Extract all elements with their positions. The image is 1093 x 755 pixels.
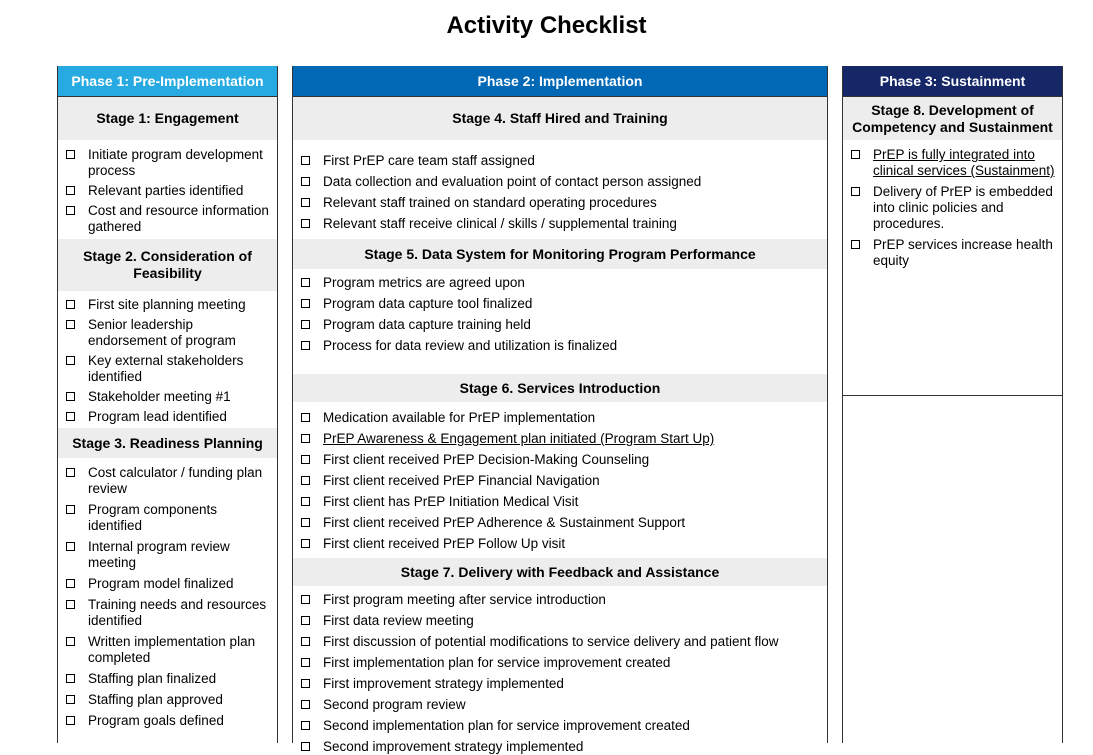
checkbox-icon[interactable] [301, 299, 310, 308]
checkbox-icon[interactable] [66, 206, 75, 215]
stage2-list [58, 291, 277, 428]
checkbox-icon[interactable] [301, 679, 310, 688]
checklist-item [301, 613, 819, 629]
checkbox-icon[interactable] [301, 595, 310, 604]
checkbox-icon[interactable] [66, 468, 75, 477]
item-label: Key external stakeholders identified [88, 353, 244, 384]
stage6-header: Stage 6. Services Introduction [293, 374, 827, 402]
checkbox-icon[interactable] [301, 278, 310, 287]
stage7-list [293, 586, 827, 755]
checkbox-icon[interactable] [66, 392, 75, 401]
checkbox-icon[interactable] [66, 320, 75, 329]
checklist-item [301, 195, 819, 211]
checklist-item [301, 338, 819, 354]
item-label: Process for data review and utilization is finalized [323, 338, 618, 353]
checkbox-icon[interactable] [851, 150, 860, 159]
stage4-header: Stage 4. Staff Hired and Training [293, 97, 827, 140]
item-label: First client received PrEP Adherence & Sustainment Support [323, 515, 686, 530]
item-label: Senior leadership endorsement of program [88, 317, 236, 348]
checkbox-icon[interactable] [301, 721, 310, 730]
page-title: Activity Checklist [446, 12, 647, 39]
checklist-item [66, 147, 271, 179]
checklist-item [301, 473, 819, 489]
checklist-item [301, 317, 819, 333]
item-label: Program metrics are agreed upon [323, 275, 525, 290]
checklist-item [66, 539, 271, 571]
checklist-item [301, 494, 819, 510]
checklist-item [66, 353, 271, 385]
stage3-list [58, 458, 277, 729]
checkbox-icon[interactable] [301, 539, 310, 548]
item-label: PrEP services increase health equity [873, 237, 1053, 268]
checkbox-icon[interactable] [66, 600, 75, 609]
item-label: Cost and resource information gathered [88, 203, 269, 234]
checklist-item [301, 452, 819, 468]
stage2-header: Stage 2. Consideration of Feasibility [58, 239, 277, 291]
checklist-item [301, 410, 819, 426]
checklist-item [301, 174, 819, 190]
checkbox-icon[interactable] [301, 434, 310, 443]
checkbox-icon[interactable] [851, 240, 860, 249]
item-label: Relevant staff trained on standard operating procedures [323, 195, 657, 210]
phase2-header: Phase 2: Implementation [293, 66, 827, 97]
checkbox-icon[interactable] [301, 198, 310, 207]
checkbox-icon[interactable] [66, 637, 75, 646]
item-label: Program model finalized [88, 576, 234, 591]
item-label: Program components identified [88, 502, 218, 533]
checkbox-icon[interactable] [66, 186, 75, 195]
checkbox-icon[interactable] [66, 695, 75, 704]
item-label: Program lead identified [88, 409, 227, 424]
checklist-item [66, 671, 271, 687]
item-label: PrEP is fully integrated into clinical services (Sustainment) [873, 147, 1055, 178]
phase2-column [292, 66, 828, 754]
checkbox-icon[interactable] [301, 156, 310, 165]
item-label: Delivery of PrEP is embedded into clinic policies and procedures. [873, 184, 1053, 231]
checklist-item [66, 183, 271, 199]
item-label: Staffing plan approved [88, 692, 223, 707]
checkbox-icon[interactable] [301, 219, 310, 228]
checklist-item [301, 718, 819, 734]
checklist-item [301, 536, 819, 552]
stage8-header: Stage 8. Development of Competency and Sustainment [843, 97, 1062, 140]
item-label: Initiate program development process [88, 147, 263, 178]
item-label: First PrEP care team staff assigned [323, 153, 535, 168]
item-label: Second implementation plan for service improvement created [323, 718, 690, 733]
checkbox-icon[interactable] [66, 150, 75, 159]
checkbox-icon[interactable] [301, 637, 310, 646]
checklist-item [851, 147, 1056, 179]
stage1-list [58, 140, 277, 239]
item-label: Program goals defined [88, 713, 224, 728]
stage1-header: Stage 1: Engagement [58, 97, 277, 140]
checklist-item [301, 676, 819, 692]
stage3-header: Stage 3. Readiness Planning [58, 428, 277, 458]
item-label: First site planning meeting [88, 297, 246, 312]
stage5-header: Stage 5. Data System for Monitoring Program Performance [293, 239, 827, 269]
phase3-column [842, 66, 1063, 743]
phase3-header: Phase 3: Sustainment [843, 66, 1062, 97]
stage6-list [293, 402, 827, 558]
phase1-column [57, 66, 278, 743]
item-label: First discussion of potential modifications to service delivery and patient flow [323, 634, 779, 649]
phase1-header: Phase 1: Pre-Implementation [58, 66, 277, 97]
checklist-item [66, 502, 271, 534]
checklist-item [66, 297, 271, 313]
item-label: Second program review [323, 697, 466, 712]
checklist-item [851, 237, 1056, 269]
item-label: First client received PrEP Decision-Making Counseling [323, 452, 650, 467]
stage5-list [293, 269, 827, 374]
checkbox-icon[interactable] [66, 300, 75, 309]
item-label: First data review meeting [323, 613, 474, 628]
item-label: First program meeting after service introduction [323, 592, 606, 607]
checklist-item [301, 592, 819, 608]
checkbox-icon[interactable] [66, 716, 75, 725]
checklist-item [301, 697, 819, 713]
checklist-item [301, 634, 819, 650]
checklist-item [66, 692, 271, 708]
checklist-item [301, 655, 819, 671]
stage7-header: Stage 7. Delivery with Feedback and Assistance [293, 558, 827, 586]
item-label: Program data capture tool finalized [323, 296, 533, 311]
checklist-item [301, 515, 819, 531]
checklist-item [301, 739, 819, 755]
checklist-item [301, 153, 819, 169]
item-label: Cost calculator / funding plan review [88, 465, 263, 496]
item-label: Second improvement strategy implemented [323, 739, 584, 754]
checkbox-icon[interactable] [301, 742, 310, 751]
checklist-item [301, 296, 819, 312]
checklist-item [66, 465, 271, 497]
item-label: PrEP Awareness & Engagement plan initiated (Program Start Up) [323, 431, 715, 446]
checkbox-icon[interactable] [301, 658, 310, 667]
checklist-item [66, 409, 271, 425]
item-label: Relevant staff receive clinical / skills / supplemental training [323, 216, 677, 231]
item-label: Program data capture training held [323, 317, 531, 332]
item-label: Relevant parties identified [88, 183, 244, 198]
checklist-item [66, 713, 271, 729]
checklist-item [66, 389, 271, 405]
item-label: Training needs and resources identified [88, 597, 267, 628]
checklist-item [301, 216, 819, 232]
item-label: First implementation plan for service improvement created [323, 655, 671, 670]
item-label: First client received PrEP Follow Up visit [323, 536, 566, 551]
checklist-item [66, 317, 271, 349]
item-label: Internal program review meeting [88, 539, 230, 570]
item-label: First client has PrEP Initiation Medical Visit [323, 494, 579, 509]
checklist-item [66, 203, 271, 235]
item-label: Data collection and evaluation point of contact person assigned [323, 174, 702, 189]
checkbox-icon[interactable] [66, 542, 75, 551]
checkbox-icon[interactable] [301, 616, 310, 625]
checklist-item [851, 184, 1056, 232]
checkbox-icon[interactable] [301, 413, 310, 422]
item-label: Medication available for PrEP implementation [323, 410, 596, 425]
checkbox-icon[interactable] [301, 320, 310, 329]
checklist-item [301, 275, 819, 291]
item-label: Staffing plan finalized [88, 671, 217, 686]
item-label: Written implementation plan completed [88, 634, 256, 665]
checklist-item [66, 634, 271, 666]
checkbox-icon[interactable] [301, 455, 310, 464]
checkbox-icon[interactable] [66, 505, 75, 514]
item-label: First improvement strategy implemented [323, 676, 564, 691]
checkbox-icon[interactable] [66, 579, 75, 588]
item-label: Stakeholder meeting #1 [88, 389, 231, 404]
checkbox-icon[interactable] [301, 497, 310, 506]
checkbox-icon[interactable] [66, 356, 75, 365]
checklist-item [301, 431, 819, 447]
checkbox-icon[interactable] [301, 700, 310, 709]
checkbox-icon[interactable] [66, 412, 75, 421]
item-label: First client received PrEP Financial Navigation [323, 473, 600, 488]
stage8-list [843, 140, 1062, 396]
checklist-item [66, 597, 271, 629]
checkbox-icon[interactable] [301, 177, 310, 186]
checklist-item [66, 576, 271, 592]
stage4-list [293, 140, 827, 239]
checkbox-icon[interactable] [301, 341, 310, 350]
checkbox-icon[interactable] [301, 518, 310, 527]
checkbox-icon[interactable] [851, 187, 860, 196]
checkbox-icon[interactable] [301, 476, 310, 485]
checkbox-icon[interactable] [66, 674, 75, 683]
